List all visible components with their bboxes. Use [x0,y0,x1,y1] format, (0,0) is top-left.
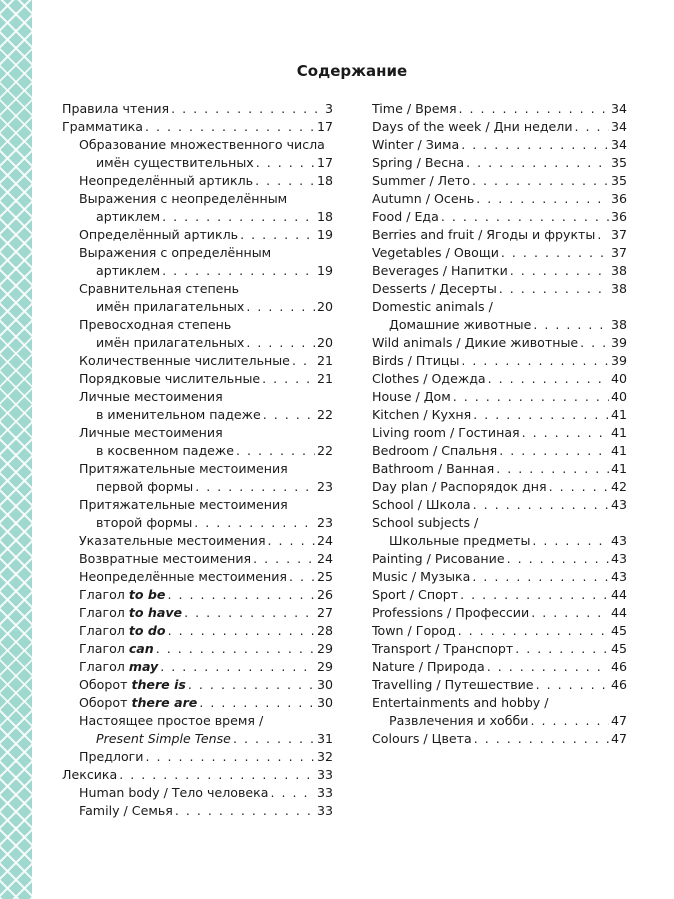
toc-entry[interactable] [62,784,333,802]
toc-page-number: 18 [316,173,333,188]
dot-leader [473,406,609,424]
toc-entry[interactable] [372,208,627,226]
toc-page-number: 19 [316,227,333,242]
dot-leader [162,262,315,280]
toc-page-number: 23 [316,515,333,530]
toc-entry[interactable] [62,190,333,208]
toc-entry-title: артиклем [96,209,161,224]
dot-leader [194,514,315,532]
toc-entry[interactable] [372,550,627,568]
toc-entry-title: Kitchen / Кухня [372,407,472,422]
toc-entry-title: Глагол to be [79,587,166,602]
toc-entry-title: Грамматика [62,119,143,134]
toc-entry[interactable] [372,604,627,622]
toc-entry[interactable] [62,460,333,478]
dot-leader [531,604,609,622]
toc-page-number: 36 [610,209,627,224]
toc-entry-title: Превосходная степень [79,317,232,332]
toc-entry[interactable] [372,640,627,658]
toc-entry-title: Day plan / Распорядок дня [372,479,547,494]
toc-entry[interactable] [372,352,627,370]
dot-leader [441,208,609,226]
toc-page-number: 39 [610,353,627,368]
dot-leader [487,658,609,676]
toc-right-column [372,100,627,748]
toc-entry-title: Wild animals / Дикие животные [372,335,579,350]
toc-entry[interactable] [62,370,333,388]
dot-leader [507,550,609,568]
toc-entry[interactable] [372,442,627,460]
dot-leader [188,676,315,694]
toc-entry-title: Указательные местоимения [79,533,266,548]
toc-page-number: 24 [316,533,333,548]
toc-entry[interactable] [372,388,627,406]
toc-entry-title: Colours / Цвета [372,731,472,746]
toc-entry-title: артиклем [96,263,161,278]
toc-entry-title: Time / Время [372,101,457,116]
toc-entry[interactable] [372,172,627,190]
dot-leader [195,478,315,496]
toc-entry[interactable] [62,586,333,604]
toc-page-number: 20 [316,299,333,314]
toc-entry-title: Bathroom / Ванная [372,461,495,476]
toc-entry-title: в косвенном падеже [96,443,235,458]
toc-entry-title: Оборот there are [79,695,198,710]
toc-entry-title: Домашние животные [389,317,532,332]
toc-entry[interactable] [62,154,333,172]
toc-entry-title: Food / Еда [372,209,439,224]
toc-page-number: 45 [610,623,627,638]
toc-entry[interactable] [372,712,627,730]
toc-page-number: 22 [316,443,333,458]
toc-entry-title: Количественные числительные [79,353,290,368]
toc-page-number: 43 [610,569,627,584]
toc-entry-title: Правила чтения [62,101,170,116]
toc-entry-title: Birds / Птицы [372,353,460,368]
dot-leader [458,622,609,640]
toc-entry[interactable] [62,550,333,568]
toc-page-number: 38 [610,263,627,278]
toc-entry-title: Возвратные местоимения [79,551,252,566]
dot-leader [167,586,315,604]
dot-leader [536,676,609,694]
toc-entry[interactable] [372,424,627,442]
toc-entry[interactable] [372,694,627,712]
toc-entry-title: Предлоги [79,749,144,764]
toc-entry[interactable] [62,676,333,694]
toc-entry[interactable] [372,370,627,388]
toc-page-number: 21 [316,371,333,386]
dot-leader [460,586,609,604]
toc-entry[interactable] [62,100,333,118]
toc-entry-title: второй формы [96,515,193,530]
dot-leader [461,136,609,154]
toc-entry[interactable] [372,316,627,334]
toc-entry[interactable] [372,334,627,352]
toc-page-number: 44 [610,605,627,620]
dot-leader [145,748,314,766]
toc-entry-title: Выражения с неопределённым [79,191,288,206]
toc-page-number: 29 [316,641,333,656]
toc-page-number: 33 [316,767,333,782]
toc-entry[interactable] [62,388,333,406]
toc-page-number: 41 [610,443,627,458]
toc-page-number: 42 [610,479,627,494]
toc-entry-title: Vegetables / Овощи [372,245,499,260]
toc-page-number: 33 [316,785,333,800]
toc-page-number: 43 [610,497,627,512]
toc-entry-title: Town / Город [372,623,456,638]
toc-page-number: 44 [610,587,627,602]
toc-entry-title: Личные местоимения [79,389,223,404]
toc-entry-title: House / Дом [372,389,451,404]
toc-entry-title: Summer / Лето [372,173,470,188]
toc-entry-title: School / Школа [372,497,471,512]
toc-entry[interactable] [62,640,333,658]
dot-leader [532,532,609,550]
dot-leader [292,352,315,370]
dot-leader [270,784,315,802]
toc-entry[interactable] [62,712,333,730]
toc-entry-title: в именительном падеже [96,407,261,422]
toc-page-number: 38 [610,281,627,296]
page-title: Содержание [296,62,408,80]
toc-entry-title: Порядковые числительные [79,371,261,386]
dot-leader [199,694,315,712]
toc-entry-title: Desserts / Десерты [372,281,497,296]
dot-leader [233,730,315,748]
toc-entry-title: Притяжательные местоимения [79,461,288,476]
toc-page-number: 30 [316,695,333,710]
dot-leader [533,316,609,334]
dot-leader [522,424,609,442]
toc-page-number: 40 [610,389,627,404]
toc-entry[interactable] [372,460,627,478]
toc-entry[interactable] [372,496,627,514]
toc-page-number: 30 [316,677,333,692]
dot-leader [246,298,315,316]
toc-entry-title: Сравнительная степень [79,281,240,296]
toc-entry-title: Present Simple Tense [96,731,231,746]
toc-entry[interactable] [372,478,627,496]
toc-entry-title: Притяжательные местоимения [79,497,288,512]
dot-leader [162,208,315,226]
toc-page-number: 18 [316,209,333,224]
toc-page-number: 41 [610,407,627,422]
toc-entry[interactable] [372,118,627,136]
toc-entry-title: имён прилагательных [96,335,245,350]
dot-leader [160,658,315,676]
toc-page-number: 17 [316,155,333,170]
toc-entry-title: Professions / Профессии [372,605,530,620]
dot-leader [168,622,315,640]
dot-leader [268,532,315,550]
toc-page-number: 36 [610,191,627,206]
toc-page-number: 27 [316,605,333,620]
toc-entry-title: Образование множественного числа [79,137,325,152]
toc-entry[interactable] [62,766,333,784]
toc-entry[interactable] [372,514,627,532]
toc-entry[interactable] [62,298,333,316]
toc-entry-title: Выражения с определённым [79,245,272,260]
toc-page-number: 34 [610,137,627,152]
toc-page-number: 33 [316,803,333,818]
toc-entry[interactable] [62,316,333,334]
dot-leader [236,442,315,460]
dot-leader [263,406,315,424]
toc-entry[interactable] [62,424,333,442]
toc-entry[interactable] [62,658,333,676]
toc-page-number: 46 [610,677,627,692]
toc-page-number: 46 [610,659,627,674]
toc-entry[interactable] [62,280,333,298]
toc-entry-title: Sport / Спорт [372,587,459,602]
toc-entry[interactable] [62,730,333,748]
toc-page-number: 19 [316,263,333,278]
toc-entry[interactable] [62,244,333,262]
toc-entry-title: Human body / Тело человека [79,785,269,800]
toc-entry[interactable] [62,694,333,712]
toc-entry-title: Painting / Рисование [372,551,505,566]
toc-entry[interactable] [372,100,627,118]
toc-page-number: 39 [610,335,627,350]
dot-leader [246,334,315,352]
toc-entry-title: Entertainments and hobby / [372,695,549,710]
toc-entry-title: Travelling / Путешествие [372,677,534,692]
toc-entry[interactable] [62,136,333,154]
toc-page-number: 38 [610,317,627,332]
toc-entry[interactable] [62,262,333,280]
toc-entry-title: Autumn / Осень [372,191,475,206]
toc-entry-title: Лексика [62,767,118,782]
toc-entry-title: Глагол to do [79,623,166,638]
toc-entry[interactable] [372,136,627,154]
toc-entry[interactable] [62,496,333,514]
toc-entry-title: Неопределённые местоимения [79,569,287,584]
toc-entry-title: Berries and fruit / Ягоды и фрукты [372,227,596,242]
toc-entry[interactable] [62,802,333,820]
toc-page-number: 21 [316,353,333,368]
toc-page-number: 35 [610,173,627,188]
dot-leader [253,550,315,568]
toc-page-number: 32 [316,749,333,764]
toc-entry-title: Глагол to have [79,605,183,620]
dot-leader [119,766,315,784]
toc-entry-title: Music / Музыка [372,569,471,584]
toc-entry[interactable] [372,298,627,316]
toc-page-number: 45 [610,641,627,656]
dot-leader [466,154,609,172]
toc-entry-title: Clothes / Одежда [372,371,486,386]
toc-page-number: 47 [610,713,627,728]
toc-entry[interactable] [62,118,333,136]
dot-leader [175,802,315,820]
toc-page-number: 37 [610,227,627,242]
toc-page-number: 47 [610,731,627,746]
toc-entry[interactable] [372,154,627,172]
dot-leader [580,334,609,352]
dot-leader [499,442,609,460]
toc-entry-title: Days of the week / Дни недели [372,119,573,134]
dot-leader [530,712,608,730]
dot-leader [488,370,609,388]
toc-entry-title: Неопределённый артикль [79,173,254,188]
toc-entry[interactable] [372,190,627,208]
toc-page-number: 29 [316,659,333,674]
toc-entry[interactable] [62,226,333,244]
toc-page-number: 41 [610,425,627,440]
toc-entry-title: Настоящее простое время / [79,713,264,728]
dot-leader [240,226,315,244]
toc-page-number: 35 [610,155,627,170]
toc-page-number: 26 [316,587,333,602]
dot-leader [145,118,315,136]
dot-leader [597,226,609,244]
dot-leader [510,262,609,280]
toc-page-number: 28 [316,623,333,638]
toc-entry-title: Школьные предметы [389,533,531,548]
toc-entry-title: Living room / Гостиная [372,425,520,440]
toc-entry[interactable] [372,658,627,676]
toc-entry[interactable] [62,514,333,532]
dot-leader [549,478,609,496]
toc-entry[interactable] [372,280,627,298]
toc-entry-title: Spring / Весна [372,155,465,170]
toc-page-number: 31 [316,731,333,746]
toc-entry-title: Оборот there is [79,677,186,692]
dot-leader [156,640,315,658]
toc-entry[interactable] [372,622,627,640]
dot-leader [496,460,609,478]
toc-page-number: 34 [610,119,627,134]
toc-page-number: 37 [610,245,627,260]
toc-entry[interactable] [372,568,627,586]
toc-page-number: 34 [610,101,627,116]
toc-entry[interactable] [372,244,627,262]
toc-entry-title: Beverages / Напитки [372,263,508,278]
toc-page-number: 25 [316,569,333,584]
dot-leader [499,280,609,298]
toc-entry[interactable] [372,262,627,280]
toc-entry-title: Глагол can [79,641,154,656]
toc-page-number: 40 [610,371,627,386]
dot-leader [184,604,315,622]
toc-left-column [62,100,333,820]
toc-entry[interactable] [62,208,333,226]
dot-leader [501,244,609,262]
toc-entry[interactable] [62,622,333,640]
toc-entry[interactable] [62,532,333,550]
dot-leader [473,496,609,514]
toc-entry-title: Domestic animals / [372,299,493,314]
toc-entry-title: первой формы [96,479,194,494]
toc-entry[interactable] [62,442,333,460]
toc-entry[interactable] [372,226,627,244]
dot-leader [453,388,609,406]
toc-entry-title: Family / Семья [79,803,173,818]
dot-leader [515,640,609,658]
dot-leader [256,154,315,172]
toc-entry[interactable] [372,676,627,694]
dot-leader [474,730,609,748]
dot-leader [461,352,609,370]
toc-entry-title: Личные местоимения [79,425,223,440]
dot-leader [255,172,315,190]
toc-page-number: 20 [316,335,333,350]
toc-entry-title: Nature / Природа [372,659,485,674]
toc-page-number: 41 [610,461,627,476]
toc-page-number: 17 [316,119,333,134]
toc-entry-title: имён существительных [96,155,254,170]
dot-leader [459,100,609,118]
dot-leader [575,118,609,136]
dot-leader [472,172,609,190]
toc-entry[interactable] [372,586,627,604]
toc-page-number: 24 [316,551,333,566]
toc-entry-title: Winter / Зима [372,137,460,152]
toc-entry-title: Определённый артикль [79,227,239,242]
toc-page-number: 22 [316,407,333,422]
toc-entry[interactable] [372,532,627,550]
toc-page-number: 23 [316,479,333,494]
toc-entry[interactable] [372,730,627,748]
dot-leader [472,568,609,586]
toc-entry-title: Transport / Транспорт [372,641,514,656]
toc-entry[interactable] [62,352,333,370]
dot-leader [262,370,315,388]
toc-page-number: 3 [324,101,333,116]
toc-page-number: 43 [610,533,627,548]
toc-entry[interactable] [62,478,333,496]
toc-entry[interactable] [62,604,333,622]
toc-entry-title: Bedroom / Спальня [372,443,498,458]
dot-leader [171,100,323,118]
toc-page-number: 43 [610,551,627,566]
toc-entry[interactable] [62,748,333,766]
toc-entry[interactable] [62,334,333,352]
toc-entry[interactable] [62,568,333,586]
dot-leader [476,190,609,208]
toc-entry[interactable] [62,172,333,190]
toc-entry-title: Глагол may [79,659,159,674]
decorative-border [0,0,32,899]
toc-entry-title: имён прилагательных [96,299,245,314]
toc-entry[interactable] [62,406,333,424]
toc-entry-title: Развлечения и хобби [389,713,529,728]
toc-entry[interactable] [372,406,627,424]
dot-leader [289,568,315,586]
toc-entry-title: School subjects / [372,515,479,530]
